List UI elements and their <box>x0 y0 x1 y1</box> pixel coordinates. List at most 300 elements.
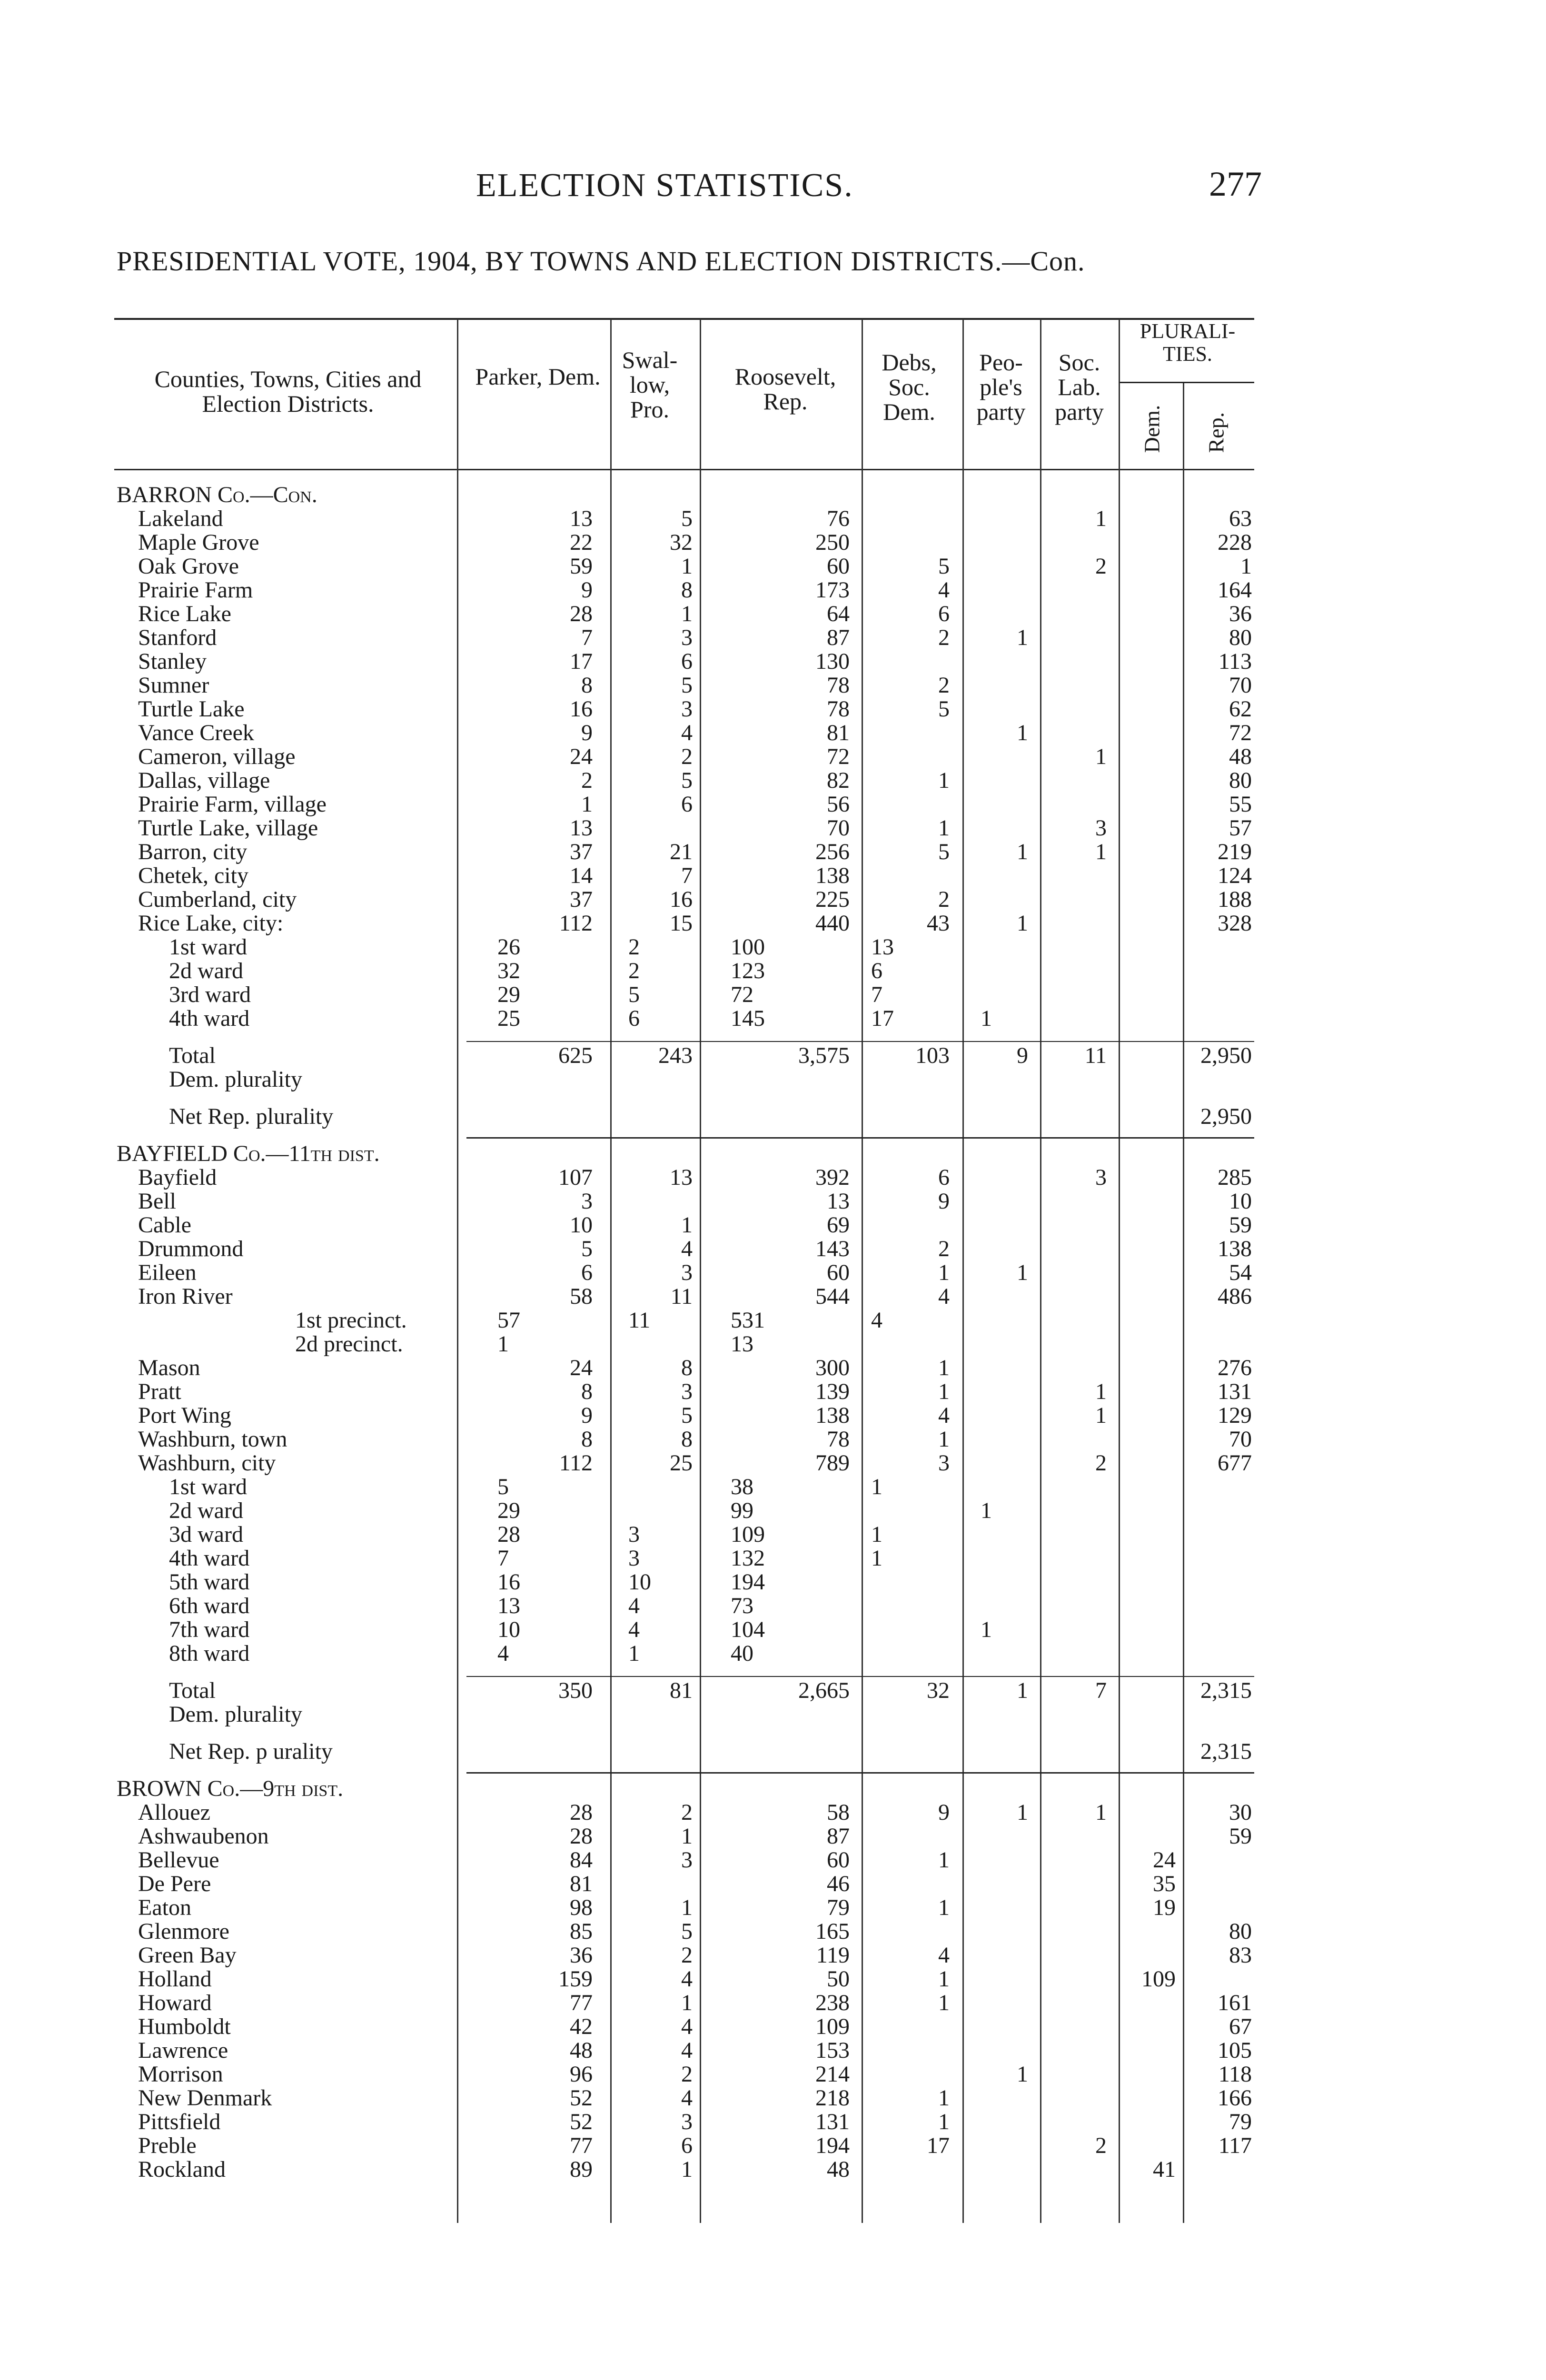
table-row <box>0 1428 1546 1451</box>
row-label: 3d ward <box>169 1522 243 1547</box>
cell-swallow: 5 <box>681 1403 693 1428</box>
header-soclab: Soc. Lab. party <box>1055 349 1104 425</box>
cell-debs: 1 <box>938 1427 950 1452</box>
cell-roosevelt: 87 <box>827 625 850 650</box>
cell-parker: 13 <box>570 815 593 841</box>
cell-swallow: 3 <box>681 696 693 722</box>
total-row <box>0 1679 1546 1703</box>
cell-parker: 7 <box>581 625 593 650</box>
cell-roosevelt: 13 <box>827 1189 850 1214</box>
table-row <box>0 1848 1546 1872</box>
cell-soclab: 2 <box>1095 554 1107 579</box>
table-row <box>0 2158 1546 2182</box>
cell-debs: 1 <box>938 1847 950 1873</box>
row-label: Morrison <box>138 2062 223 2087</box>
cell-rep: 70 <box>1229 1427 1252 1452</box>
cell-parker: 1 <box>497 1331 509 1357</box>
row-label: Mason <box>138 1355 200 1380</box>
cell-parker: 5 <box>497 1474 509 1499</box>
cell-peoples: 1 <box>1017 625 1028 650</box>
cell-swallow: 1 <box>681 1990 693 2015</box>
table-row <box>0 816 1546 840</box>
cell-parker: 9 <box>581 1403 593 1428</box>
cell-parker: 36 <box>570 1943 593 1968</box>
row-label: 6th ward <box>169 1593 250 1618</box>
total-row <box>0 1740 1546 1764</box>
running-head: ELECTION STATISTICS. <box>476 167 853 204</box>
cell-roosevelt: 76 <box>827 506 850 531</box>
cell-parker: 9 <box>581 577 593 603</box>
row-label: 4th ward <box>169 1546 250 1571</box>
cell-debs: 4 <box>938 577 950 603</box>
cell-rep: 117 <box>1218 2133 1252 2158</box>
cell-roosevelt: 79 <box>827 1895 850 1920</box>
table-row <box>0 1380 1546 1404</box>
cell-debs: 1 <box>938 1379 950 1404</box>
cell-parker: 28 <box>570 601 593 626</box>
table-row <box>0 1213 1546 1237</box>
table-row <box>0 1285 1546 1309</box>
row-label: Ashwaubenon <box>138 1824 269 1849</box>
row-label: Preble <box>138 2133 197 2158</box>
cell-peoples: 1 <box>1017 911 1028 936</box>
cell-roosevelt: 238 <box>815 1990 850 2015</box>
row-label: Total <box>169 1678 216 1703</box>
cell-roosevelt: 69 <box>827 1212 850 1238</box>
cell-dem: 24 <box>1153 1847 1176 1873</box>
cell-parker: 5 <box>581 1236 593 1261</box>
cell-parker: 159 <box>558 1966 593 1992</box>
row-label: 1st ward <box>169 1474 247 1499</box>
cell-parker: 29 <box>497 1498 520 1523</box>
cell-debs: 17 <box>871 1006 894 1031</box>
row-label: Turtle Lake <box>138 696 245 722</box>
cell-parker: 52 <box>570 2109 593 2134</box>
cell-roosevelt: 78 <box>827 673 850 698</box>
cell-soclab: 1 <box>1095 506 1107 531</box>
cell-roosevelt: 58 <box>827 1800 850 1825</box>
cell-swallow: 2 <box>628 958 640 983</box>
cell-parker: 14 <box>570 863 593 888</box>
county-heading-row <box>0 1142 1546 1166</box>
cell-parker: 16 <box>570 696 593 722</box>
table-row <box>0 626 1546 650</box>
table-row <box>0 983 1546 1007</box>
cell-rep: 285 <box>1218 1165 1252 1190</box>
cell-roosevelt: 165 <box>815 1919 850 1944</box>
cell-roosevelt: 64 <box>827 601 850 626</box>
table-row <box>0 1991 1546 2015</box>
cell-rep: 1 <box>1240 554 1252 579</box>
cell-roosevelt: 131 <box>815 2109 850 2134</box>
cell-parker: 4 <box>497 1641 509 1666</box>
cell-swallow: 15 <box>670 911 693 936</box>
row-label: Iron River <box>138 1284 233 1309</box>
cell-debs: 1 <box>871 1474 882 1499</box>
cell-debs: 2 <box>938 625 950 650</box>
cell-debs: 1 <box>938 1966 950 1992</box>
cell-swallow: 7 <box>681 863 693 888</box>
total-row <box>0 1105 1546 1129</box>
cell-parker: 8 <box>581 1379 593 1404</box>
table-row <box>0 1920 1546 1944</box>
cell-parker: 1 <box>581 792 593 817</box>
table-row <box>0 1309 1546 1332</box>
cell-swallow: 8 <box>681 577 693 603</box>
cell-dem: 109 <box>1141 1966 1176 1992</box>
cell-rep: 59 <box>1229 1212 1252 1238</box>
cell-rep: 80 <box>1229 768 1252 793</box>
row-label: New Denmark <box>138 2085 272 2111</box>
cell-roosevelt: 40 <box>731 1641 753 1666</box>
table-row <box>0 769 1546 793</box>
cell-rep: 72 <box>1229 720 1252 745</box>
cell-swallow: 4 <box>681 720 693 745</box>
county-heading-row <box>0 483 1546 507</box>
row-label: Washburn, town <box>138 1427 287 1452</box>
cell-swallow: 2 <box>681 1943 693 1968</box>
cell-roosevelt: 70 <box>827 815 850 841</box>
row-label: Stanford <box>138 625 217 650</box>
table-row <box>0 1642 1546 1666</box>
cell-swallow: 2 <box>628 934 640 960</box>
cell-rep: 328 <box>1218 911 1252 936</box>
table-row <box>0 1570 1546 1594</box>
cell-roosevelt: 87 <box>827 1824 850 1849</box>
row-label: Eaton <box>138 1895 191 1920</box>
cell-roosevelt: 214 <box>815 2062 850 2087</box>
cell-swallow: 6 <box>628 1006 640 1031</box>
cell-roosevelt: 392 <box>815 1165 850 1190</box>
cell-parker: 28 <box>497 1522 520 1547</box>
cell-parker: 10 <box>570 1212 593 1238</box>
cell-soclab: 7 <box>1095 1678 1107 1703</box>
table-row <box>0 840 1546 864</box>
cell-parker: 17 <box>570 649 593 674</box>
table-row <box>0 1404 1546 1428</box>
cell-swallow: 13 <box>670 1165 693 1190</box>
cell-swallow: 243 <box>658 1043 693 1068</box>
cell-rep: 59 <box>1229 1824 1252 1849</box>
cell-swallow: 1 <box>681 2157 693 2182</box>
cell-rep: 486 <box>1218 1284 1252 1309</box>
row-label: 1st ward <box>169 934 247 960</box>
row-label: Vance Creek <box>138 720 254 745</box>
table-row <box>0 912 1546 935</box>
cell-debs: 6 <box>938 1165 950 1190</box>
cell-swallow: 3 <box>681 625 693 650</box>
cell-parker: 28 <box>570 1800 593 1825</box>
cell-peoples: 1 <box>1017 839 1028 864</box>
cell-rep: 161 <box>1218 1990 1252 2015</box>
cell-parker: 2 <box>581 768 593 793</box>
header-swallow: Swal- low, Pro. <box>622 347 678 423</box>
cell-parker: 48 <box>570 2038 593 2063</box>
table-row <box>0 1356 1546 1380</box>
row-label: BARRON Co.—Con. <box>117 482 317 507</box>
cell-swallow: 4 <box>681 2038 693 2063</box>
row-label: Glenmore <box>138 1919 229 1944</box>
table-row <box>0 674 1546 697</box>
cell-rep: 55 <box>1229 792 1252 817</box>
row-label: Humboldt <box>138 2014 231 2039</box>
cell-swallow: 4 <box>681 1236 693 1261</box>
table-row <box>0 1166 1546 1190</box>
cell-soclab: 1 <box>1095 1379 1107 1404</box>
cell-parker: 37 <box>570 839 593 864</box>
cell-swallow: 6 <box>681 2133 693 2158</box>
cell-swallow: 3 <box>628 1522 640 1547</box>
cell-peoples: 1 <box>981 1617 992 1642</box>
table-row <box>0 1475 1546 1499</box>
row-label: Green Bay <box>138 1943 237 1968</box>
cell-debs: 1 <box>938 2109 950 2134</box>
cell-swallow: 1 <box>681 1212 693 1238</box>
cell-rep: 219 <box>1218 839 1252 864</box>
cell-swallow: 3 <box>681 1847 693 1873</box>
cell-swallow: 5 <box>628 982 640 1007</box>
cell-parker: 8 <box>581 1427 593 1452</box>
cell-parker: 107 <box>558 1165 593 1190</box>
cell-debs: 9 <box>938 1189 950 1214</box>
cell-rep: 2,315 <box>1200 1678 1252 1703</box>
cell-rep: 677 <box>1218 1450 1252 1476</box>
cell-roosevelt: 531 <box>731 1308 765 1333</box>
total-rule <box>466 1041 1254 1042</box>
cell-swallow: 21 <box>670 839 693 864</box>
cell-peoples: 1 <box>981 1498 992 1523</box>
cell-peoples: 1 <box>981 1006 992 1031</box>
row-label: Lakeland <box>138 506 223 531</box>
cell-swallow: 11 <box>628 1308 651 1333</box>
header-rep: Rep. <box>1204 412 1229 453</box>
cell-roosevelt: 56 <box>827 792 850 817</box>
cell-swallow: 5 <box>681 506 693 531</box>
cell-debs: 13 <box>871 934 894 960</box>
cell-swallow: 6 <box>681 649 693 674</box>
row-label: Net Rep. p urality <box>169 1739 333 1764</box>
cell-roosevelt: 82 <box>827 768 850 793</box>
header-debs: Debs, Soc. Dem. <box>882 349 937 425</box>
row-label: Chetek, city <box>138 863 248 888</box>
table-row <box>0 2063 1546 2086</box>
cell-debs: 6 <box>938 601 950 626</box>
cell-parker: 112 <box>559 911 593 936</box>
cell-swallow: 3 <box>681 1260 693 1285</box>
row-label: Total <box>169 1043 216 1068</box>
cell-rep: 164 <box>1218 577 1252 603</box>
row-label: 3rd ward <box>169 982 251 1007</box>
table-row <box>0 1618 1546 1642</box>
cell-rep: 138 <box>1218 1236 1252 1261</box>
pluralities-rule <box>1119 382 1254 383</box>
row-label: Cable <box>138 1212 191 1238</box>
cell-swallow: 1 <box>628 1641 640 1666</box>
row-label: 2d precinct. <box>295 1331 403 1357</box>
cell-rep: 188 <box>1218 887 1252 912</box>
cell-swallow: 1 <box>681 601 693 626</box>
header-parker: Parker, Dem. <box>475 363 601 390</box>
row-label: BAYFIELD Co.—11th dist. <box>117 1141 380 1166</box>
header-top-rule <box>114 318 1254 320</box>
cell-parker: 52 <box>570 2085 593 2111</box>
cell-parker: 7 <box>497 1546 509 1571</box>
table-row <box>0 507 1546 531</box>
row-label: Maple Grove <box>138 530 259 555</box>
cell-swallow: 6 <box>681 792 693 817</box>
table-row <box>0 1801 1546 1825</box>
cell-peoples: 1 <box>1017 720 1028 745</box>
cell-debs: 2 <box>938 1236 950 1261</box>
table-row <box>0 888 1546 912</box>
cell-rep: 276 <box>1218 1355 1252 1380</box>
row-label: Howard <box>138 1990 212 2015</box>
cell-roosevelt: 123 <box>731 958 765 983</box>
cell-parker: 3 <box>581 1189 593 1214</box>
row-label: 5th ward <box>169 1569 250 1595</box>
row-label: 2d ward <box>169 1498 243 1523</box>
cell-rep: 124 <box>1218 863 1252 888</box>
cell-roosevelt: 194 <box>815 2133 850 2158</box>
total-rule <box>466 1676 1254 1677</box>
cell-swallow: 3 <box>681 2109 693 2134</box>
cell-rep: 70 <box>1229 673 1252 698</box>
cell-swallow: 10 <box>628 1569 651 1595</box>
cell-parker: 37 <box>570 887 593 912</box>
cell-parker: 28 <box>570 1824 593 1849</box>
page-number: 277 <box>1209 165 1262 204</box>
table-row <box>0 1825 1546 1848</box>
cell-swallow: 2 <box>681 2062 693 2087</box>
cell-rep: 79 <box>1229 2109 1252 2134</box>
row-label: Stanley <box>138 649 207 674</box>
cell-parker: 625 <box>558 1043 593 1068</box>
cell-roosevelt: 139 <box>815 1379 850 1404</box>
table-row <box>0 1944 1546 1967</box>
cell-roosevelt: 789 <box>815 1450 850 1476</box>
table-row <box>0 650 1546 674</box>
cell-soclab: 1 <box>1095 1800 1107 1825</box>
cell-rep: 131 <box>1218 1379 1252 1404</box>
cell-parker: 13 <box>570 506 593 531</box>
cell-debs: 17 <box>927 2133 950 2158</box>
cell-rep: 228 <box>1218 530 1252 555</box>
cell-debs: 5 <box>938 554 950 579</box>
cell-rep: 2,950 <box>1200 1043 1252 1068</box>
cell-debs: 1 <box>871 1546 882 1571</box>
cell-parker: 22 <box>570 530 593 555</box>
cell-rep: 2,950 <box>1200 1104 1252 1129</box>
cell-debs: 5 <box>938 696 950 722</box>
cell-peoples: 9 <box>1017 1043 1028 1068</box>
county-heading-row <box>0 1777 1546 1801</box>
cell-parker: 42 <box>570 2014 593 2039</box>
cell-debs: 5 <box>938 839 950 864</box>
cell-roosevelt: 173 <box>815 577 850 603</box>
cell-roosevelt: 109 <box>815 2014 850 2039</box>
row-label: Dem. plurality <box>169 1702 302 1727</box>
cell-parker: 13 <box>497 1593 520 1618</box>
cell-rep: 105 <box>1218 2038 1252 2063</box>
table-row <box>0 959 1546 983</box>
cell-rep: 48 <box>1229 744 1252 769</box>
table-row <box>0 1237 1546 1261</box>
cell-debs: 103 <box>915 1043 950 1068</box>
cell-swallow: 4 <box>681 2014 693 2039</box>
cell-roosevelt: 78 <box>827 1427 850 1452</box>
cell-soclab: 3 <box>1095 1165 1107 1190</box>
cell-parker: 112 <box>559 1450 593 1476</box>
cell-peoples: 1 <box>1017 1678 1028 1703</box>
cell-parker: 32 <box>497 958 520 983</box>
row-label: Eileen <box>138 1260 197 1285</box>
table-subtitle: PRESIDENTIAL VOTE, 1904, BY TOWNS AND ELECTION DISTRICTS.—Con. <box>117 246 1085 277</box>
row-label: Prairie Farm <box>138 577 253 603</box>
row-label: Cameron, village <box>138 744 296 769</box>
header-pluralities: PLURALI- TIES. <box>1140 319 1236 366</box>
cell-roosevelt: 78 <box>827 696 850 722</box>
row-label: Drummond <box>138 1236 244 1261</box>
cell-roosevelt: 46 <box>827 1871 850 1896</box>
cell-parker: 24 <box>570 744 593 769</box>
cell-swallow: 11 <box>670 1284 693 1309</box>
row-label: Bell <box>138 1189 176 1214</box>
cell-roosevelt: 3,575 <box>798 1043 850 1068</box>
cell-rep: 10 <box>1229 1189 1252 1214</box>
row-label: Dallas, village <box>138 768 270 793</box>
total-row <box>0 1044 1546 1068</box>
table-row <box>0 2134 1546 2158</box>
cell-debs: 43 <box>927 911 950 936</box>
cell-parker: 59 <box>570 554 593 579</box>
cell-peoples: 1 <box>1017 2062 1028 2087</box>
cell-rep: 63 <box>1229 506 1252 531</box>
cell-roosevelt: 73 <box>731 1593 753 1618</box>
table-row <box>0 1547 1546 1570</box>
cell-rep: 83 <box>1229 1943 1252 1968</box>
cell-peoples: 1 <box>1017 1260 1028 1285</box>
row-label: 8th ward <box>169 1641 250 1666</box>
cell-roosevelt: 440 <box>815 911 850 936</box>
header-bottom-rule <box>114 469 1254 470</box>
cell-rep: 30 <box>1229 1800 1252 1825</box>
cell-debs: 4 <box>938 1943 950 1968</box>
table-row <box>0 531 1546 555</box>
table-row <box>0 1594 1546 1618</box>
cell-parker: 57 <box>497 1308 520 1333</box>
table-row <box>0 1190 1546 1213</box>
cell-roosevelt: 104 <box>731 1617 765 1642</box>
cell-roosevelt: 38 <box>731 1474 753 1499</box>
cell-rep: 80 <box>1229 1919 1252 1944</box>
cell-dem: 35 <box>1153 1871 1176 1896</box>
cell-dem: 41 <box>1153 2157 1176 2182</box>
cell-peoples: 1 <box>1017 1800 1028 1825</box>
row-label: Bellevue <box>138 1847 219 1873</box>
row-label: Barron, city <box>138 839 248 864</box>
cell-swallow: 5 <box>681 1919 693 1944</box>
table-row <box>0 555 1546 578</box>
cell-debs: 7 <box>871 982 882 1007</box>
cell-roosevelt: 50 <box>827 1966 850 1992</box>
cell-swallow: 16 <box>670 887 693 912</box>
cell-parker: 77 <box>570 2133 593 2158</box>
cell-debs: 1 <box>938 1355 950 1380</box>
row-label: Dem. plurality <box>169 1067 302 1092</box>
cell-parker: 8 <box>581 673 593 698</box>
cell-swallow: 4 <box>681 2085 693 2111</box>
cell-debs: 1 <box>938 815 950 841</box>
